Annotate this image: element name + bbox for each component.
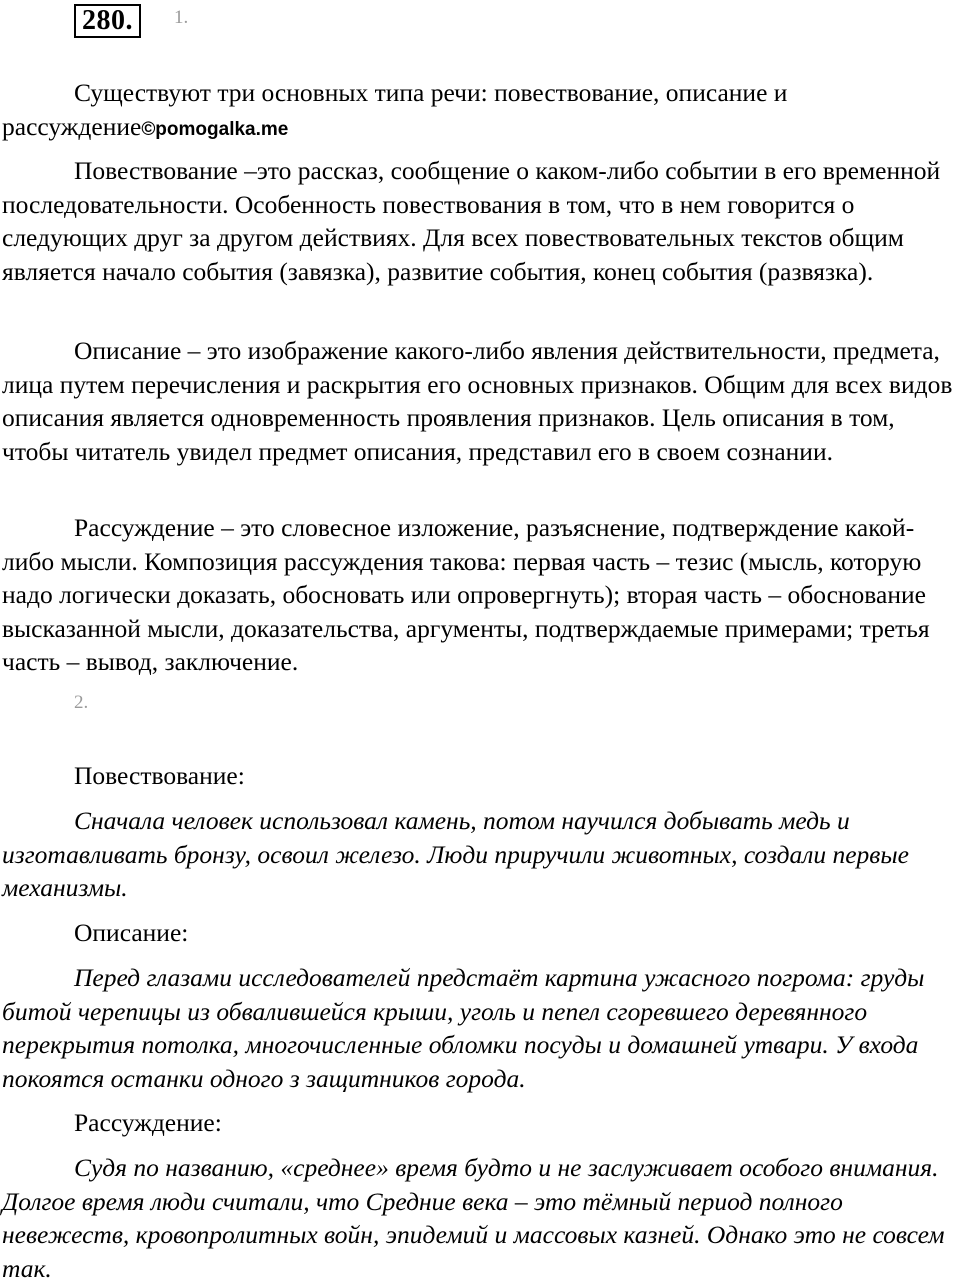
reasoning-heading: Рассуждение:: [74, 1108, 222, 1137]
narration-heading: Повествование:: [74, 761, 245, 790]
reasoning-definition-block: [2, 511, 958, 679]
exercise-number: 280.: [74, 4, 141, 38]
description-example-block: [2, 961, 958, 1095]
reasoning-example-block: [2, 1151, 958, 1285]
reasoning-example: Судя по названию, «среднее» время будто и не заслуживает особого внимания. Долгое время люди считали, что Средние века – это тёмный период полного невежеств, кровопролитных войн, эпидемий и массовых казней. Однако это не совсем так.: [2, 1153, 945, 1283]
intro-paragraph-block: [2, 76, 958, 146]
exercise-header: [74, 4, 141, 40]
narration-definition-block: [2, 154, 958, 288]
watermark: ©pomogalka.me: [141, 118, 289, 140]
description-heading: Описание:: [74, 918, 189, 947]
intro-text: Существуют три основных типа речи: повествование, описание и рассуждение: [2, 78, 788, 141]
narration-example: Сначала человек использовал камень, потом научился добывать медь и изготавливать бронзу, освоил железо. Люди приручили животных, создали первые механизмы.: [2, 806, 909, 902]
part-2-marker: 2.: [74, 692, 89, 713]
description-example: Перед глазами исследователей предстаёт картина ужасного погрома: груды битой черепицы из обвалившейся крыши, уголь и пепел сгоревшего деревянного перекрытия потолка, многочисленные обломки посуды и домашней утвари. У входа покоятся останки одного з защитников города.: [2, 963, 925, 1093]
description-definition-block: [2, 334, 958, 468]
reasoning-definition: Рассуждение – это словесное изложение, разъяснение, подтверждение какой-либо мысли. Композиция рассуждения такова: первая часть – тезис (мысль, которую надо логически доказать, обосновать или опровергнуть); вторая часть – обоснование высказанной мысли, доказательства, аргументы, подтверждаемые примерами; третья часть – вывод, заключение.: [2, 513, 930, 676]
intro-paragraph: [2, 76, 958, 146]
narration-example-block: [2, 804, 958, 905]
narration-definition: Повествование –это рассказ, сообщение о каком-либо событии в его временной последовательности. Особенность повествования в том, что в нем говорится о следующих друг за другом действиях. Для всех повествовательных текстов общим является начало события (завязка), развитие события, конец события (развязка).: [2, 156, 941, 286]
part-1-marker: 1.: [174, 7, 189, 28]
description-definition: Описание – это изображение какого-либо явления действительности, предмета, лица путем перечисления и раскрытия его основных признаков. Общим для всех видов описания является одновременность проявления признаков. Цель описания в том, чтобы читатель увидел предмет описания, представил его в своем сознании.: [2, 336, 953, 466]
